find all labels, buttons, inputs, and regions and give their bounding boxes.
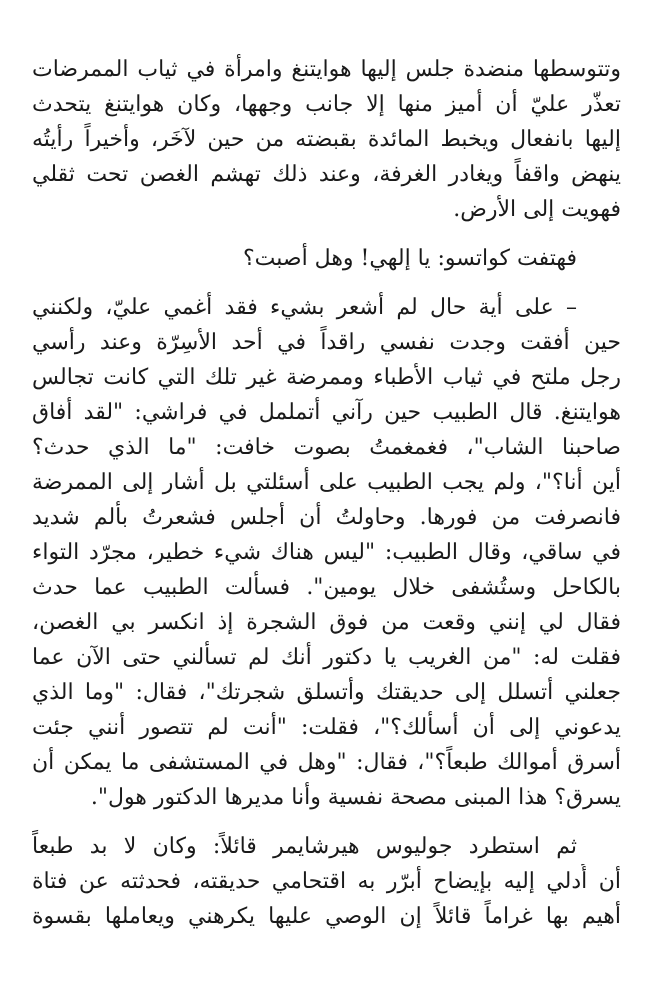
text-line: أن أُدلي إليه بإيضاح أبرّر به اقتحامي حديقته، فحدثته عن فتاة: [32, 869, 621, 894]
text-line: إليها بانفعال ويخبط المائدة بقبضته من حين لآخَر، وأخيراً رأيتُه: [32, 127, 621, 152]
paragraph-4: [32, 829, 621, 934]
text-line: رجل ملتح في ثياب الأطباء وممرضة غير تلك التي كانت تجالس: [32, 365, 621, 390]
text-line: فقلت له: "من الغريب يا دكتور أنك لم تسألني حتى الآن عما: [32, 645, 621, 670]
paragraph-3: [32, 290, 621, 815]
paragraph-gap: [32, 276, 621, 290]
text-line: هوايتنغ. قال الطبيب حين رآني أتململ في فراشي: "لقد أفاق: [32, 400, 621, 425]
text-line: أهيم بها غراماً قائلاً إن الوصي عليها يكرهني ويعاملها بقسوة: [32, 904, 621, 929]
text-line: أين أنا؟"، ولم يجب الطبيب على أسئلتي بل أشار إلى الممرضة: [32, 470, 621, 495]
book-page: [32, 52, 621, 934]
paragraph-2: [32, 241, 621, 276]
text-line: يسرق؟ هذا المبنى مصحة نفسية وأنا مديرها الدكتور هول".: [90, 785, 621, 810]
text-line: صاحبنا الشاب"، فغمغمتُ بصوت خافت: "ما الذي حدث؟: [32, 435, 621, 460]
text-line: فانصرفت من فورها. وحاولتُ أن أجلس فشعرتُ بألم شديد: [32, 505, 621, 530]
text-line: وتتوسطها منضدة جلس إليها هوايتنغ وامرأة في ثياب الممرضات: [32, 57, 621, 82]
paragraph-1: [32, 52, 621, 227]
text-line: تعذّر عليّ أن أميز منها إلا جانب وجهها، وكان هوايتنغ يتحدث: [32, 92, 621, 117]
text-line: جعلني أتسلل إلى حديقتك وأتسلق شجرتك"، فقال: "وما الذي: [32, 680, 621, 705]
text-line: يدعوني إلى أن أسألك؟"، فقلت: "أنت لم تتصور أنني جئت: [32, 715, 621, 740]
text-line: فهتفت كواتسو: يا إلهي! وهل أصبت؟: [242, 246, 577, 271]
paragraph-gap: [32, 815, 621, 829]
text-line: – على أية حال لم أشعر بشيء فقد أغمي عليّ، ولكنني: [32, 295, 577, 320]
text-line: في ساقي، وقال الطبيب: "ليس هناك شيء خطير، مجرّد التواء: [32, 540, 621, 565]
text-line: ينهض واقفاً ويغادر الغرفة، وعند ذلك تهشم الغصن تحت ثقلي: [32, 162, 621, 187]
text-line: فقال لي إنني وقعت من فوق الشجرة إذ انكسر بي الغصن،: [32, 610, 621, 635]
text-line: حين أفقت وجدت نفسي راقداً في أحد الأسِرّة وعند رأسي: [32, 330, 621, 355]
text-line: ثم استطرد جوليوس هيرشايمر قائلاً: وكان لا بد طبعاً: [32, 834, 577, 859]
text-line: فهويت إلى الأرض.: [453, 197, 621, 222]
text-line: أسرق أموالك طبعاً؟"، فقال: "وهل في المستشفى ما يمكن أن: [32, 750, 621, 775]
paragraph-gap: [32, 227, 621, 241]
text-line: بالكاحل وستُشفى خلال يومين". فسألت الطبيب عما حدث: [32, 575, 621, 600]
